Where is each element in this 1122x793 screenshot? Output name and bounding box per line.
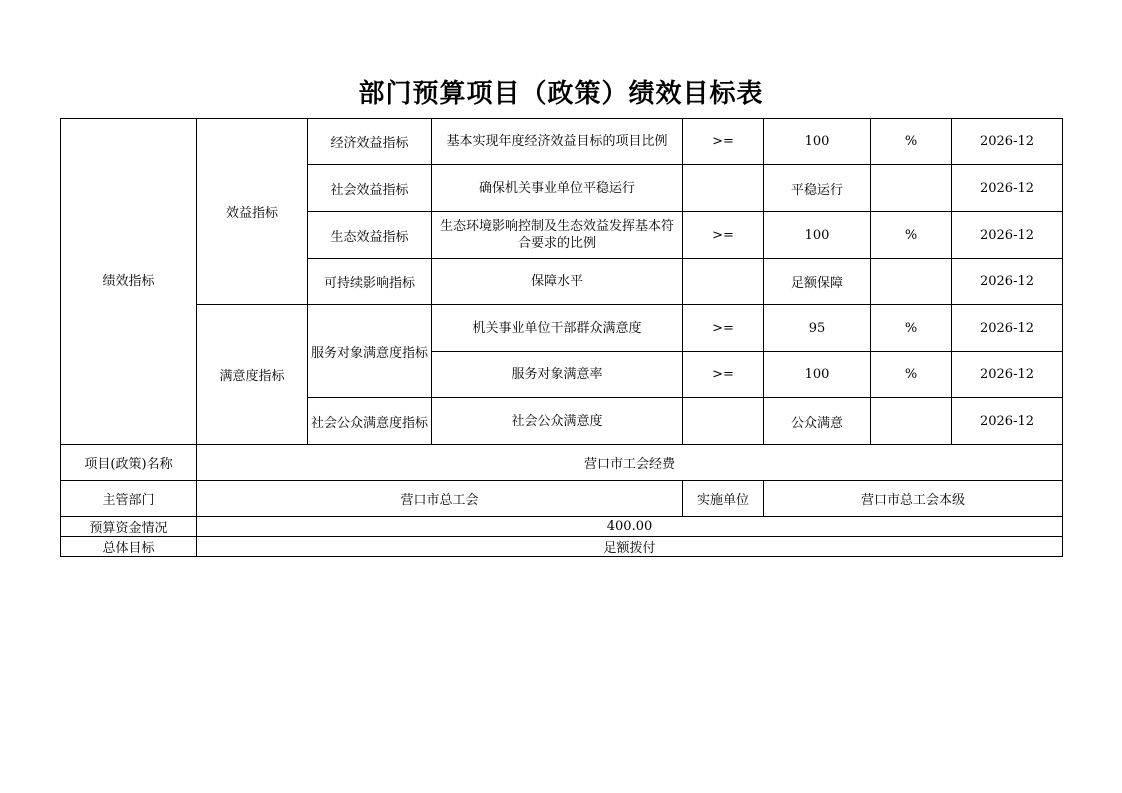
unit: % [871, 352, 952, 398]
project-name-label: 项目(政策)名称 [61, 445, 197, 481]
completion-date: 2026-12 [952, 398, 1063, 445]
implementing-unit-value: 营口市总工会本级 [764, 481, 1063, 517]
target-value: 100 [764, 212, 871, 259]
overall-goal-value: 足额拨付 [197, 537, 1063, 557]
indicator-name: 服务对象满意率 [432, 352, 683, 398]
budget-label: 预算资金情况 [61, 517, 197, 537]
performance-target-table [60, 118, 1063, 557]
satisfaction-indicator-group: 满意度指标 [197, 305, 308, 445]
secondary-indicator: 社会效益指标 [308, 165, 432, 212]
completion-date: 2026-12 [952, 259, 1063, 305]
project-name-value: 营口市工会经费 [197, 445, 1063, 481]
completion-date: 2026-12 [952, 305, 1063, 352]
indicator-name: 机关事业单位干部群众满意度 [432, 305, 683, 352]
operator [683, 259, 764, 305]
implementing-unit-label: 实施单位 [683, 481, 764, 517]
table-row [61, 119, 1063, 165]
indicator-name: 保障水平 [432, 259, 683, 305]
indicator-name: 社会公众满意度 [432, 398, 683, 445]
table-row [61, 305, 1063, 352]
indicator-name: 确保机关事业单位平稳运行 [432, 165, 683, 212]
operator: >= [683, 352, 764, 398]
performance-indicator-label: 绩效指标 [102, 273, 155, 289]
overall-goal-label: 总体目标 [61, 537, 197, 557]
unit [871, 259, 952, 305]
operator: >= [683, 212, 764, 259]
target-value: 100 [764, 119, 871, 165]
secondary-indicator: 服务对象满意度指标 [308, 305, 432, 398]
target-value: 公众满意 [764, 398, 871, 445]
benefit-indicator-group: 效益指标 [197, 119, 308, 305]
target-value: 95 [764, 305, 871, 352]
operator [683, 165, 764, 212]
department-label: 主管部门 [61, 481, 197, 517]
secondary-indicator: 经济效益指标 [308, 119, 432, 165]
unit [871, 398, 952, 445]
completion-date: 2026-12 [952, 165, 1063, 212]
completion-date: 2026-12 [952, 352, 1063, 398]
budget-value: 400.00 [197, 517, 1063, 537]
unit: % [871, 119, 952, 165]
unit: % [871, 305, 952, 352]
department-value: 营口市总工会 [197, 481, 683, 517]
table-row [61, 481, 1063, 517]
table-row [61, 517, 1063, 537]
indicator-name: 基本实现年度经济效益目标的项目比例 [432, 119, 683, 165]
unit [871, 165, 952, 212]
operator: >= [683, 305, 764, 352]
operator: >= [683, 119, 764, 165]
completion-date: 2026-12 [952, 119, 1063, 165]
secondary-indicator: 社会公众满意度指标 [308, 398, 432, 445]
completion-date: 2026-12 [952, 212, 1063, 259]
secondary-indicator: 生态效益指标 [308, 212, 432, 259]
indicator-name: 生态环境影响控制及生态效益发挥基本符合要求的比例 [432, 212, 683, 259]
target-value: 足额保障 [764, 259, 871, 305]
secondary-indicator: 可持续影响指标 [308, 259, 432, 305]
target-value: 100 [764, 352, 871, 398]
target-value: 平稳运行 [764, 165, 871, 212]
operator [683, 398, 764, 445]
unit: % [871, 212, 952, 259]
page-title: 部门预算项目（政策）绩效目标表 [358, 79, 764, 109]
table-row [61, 537, 1063, 557]
performance-indicator-cell [61, 119, 197, 445]
table-row [61, 445, 1063, 481]
